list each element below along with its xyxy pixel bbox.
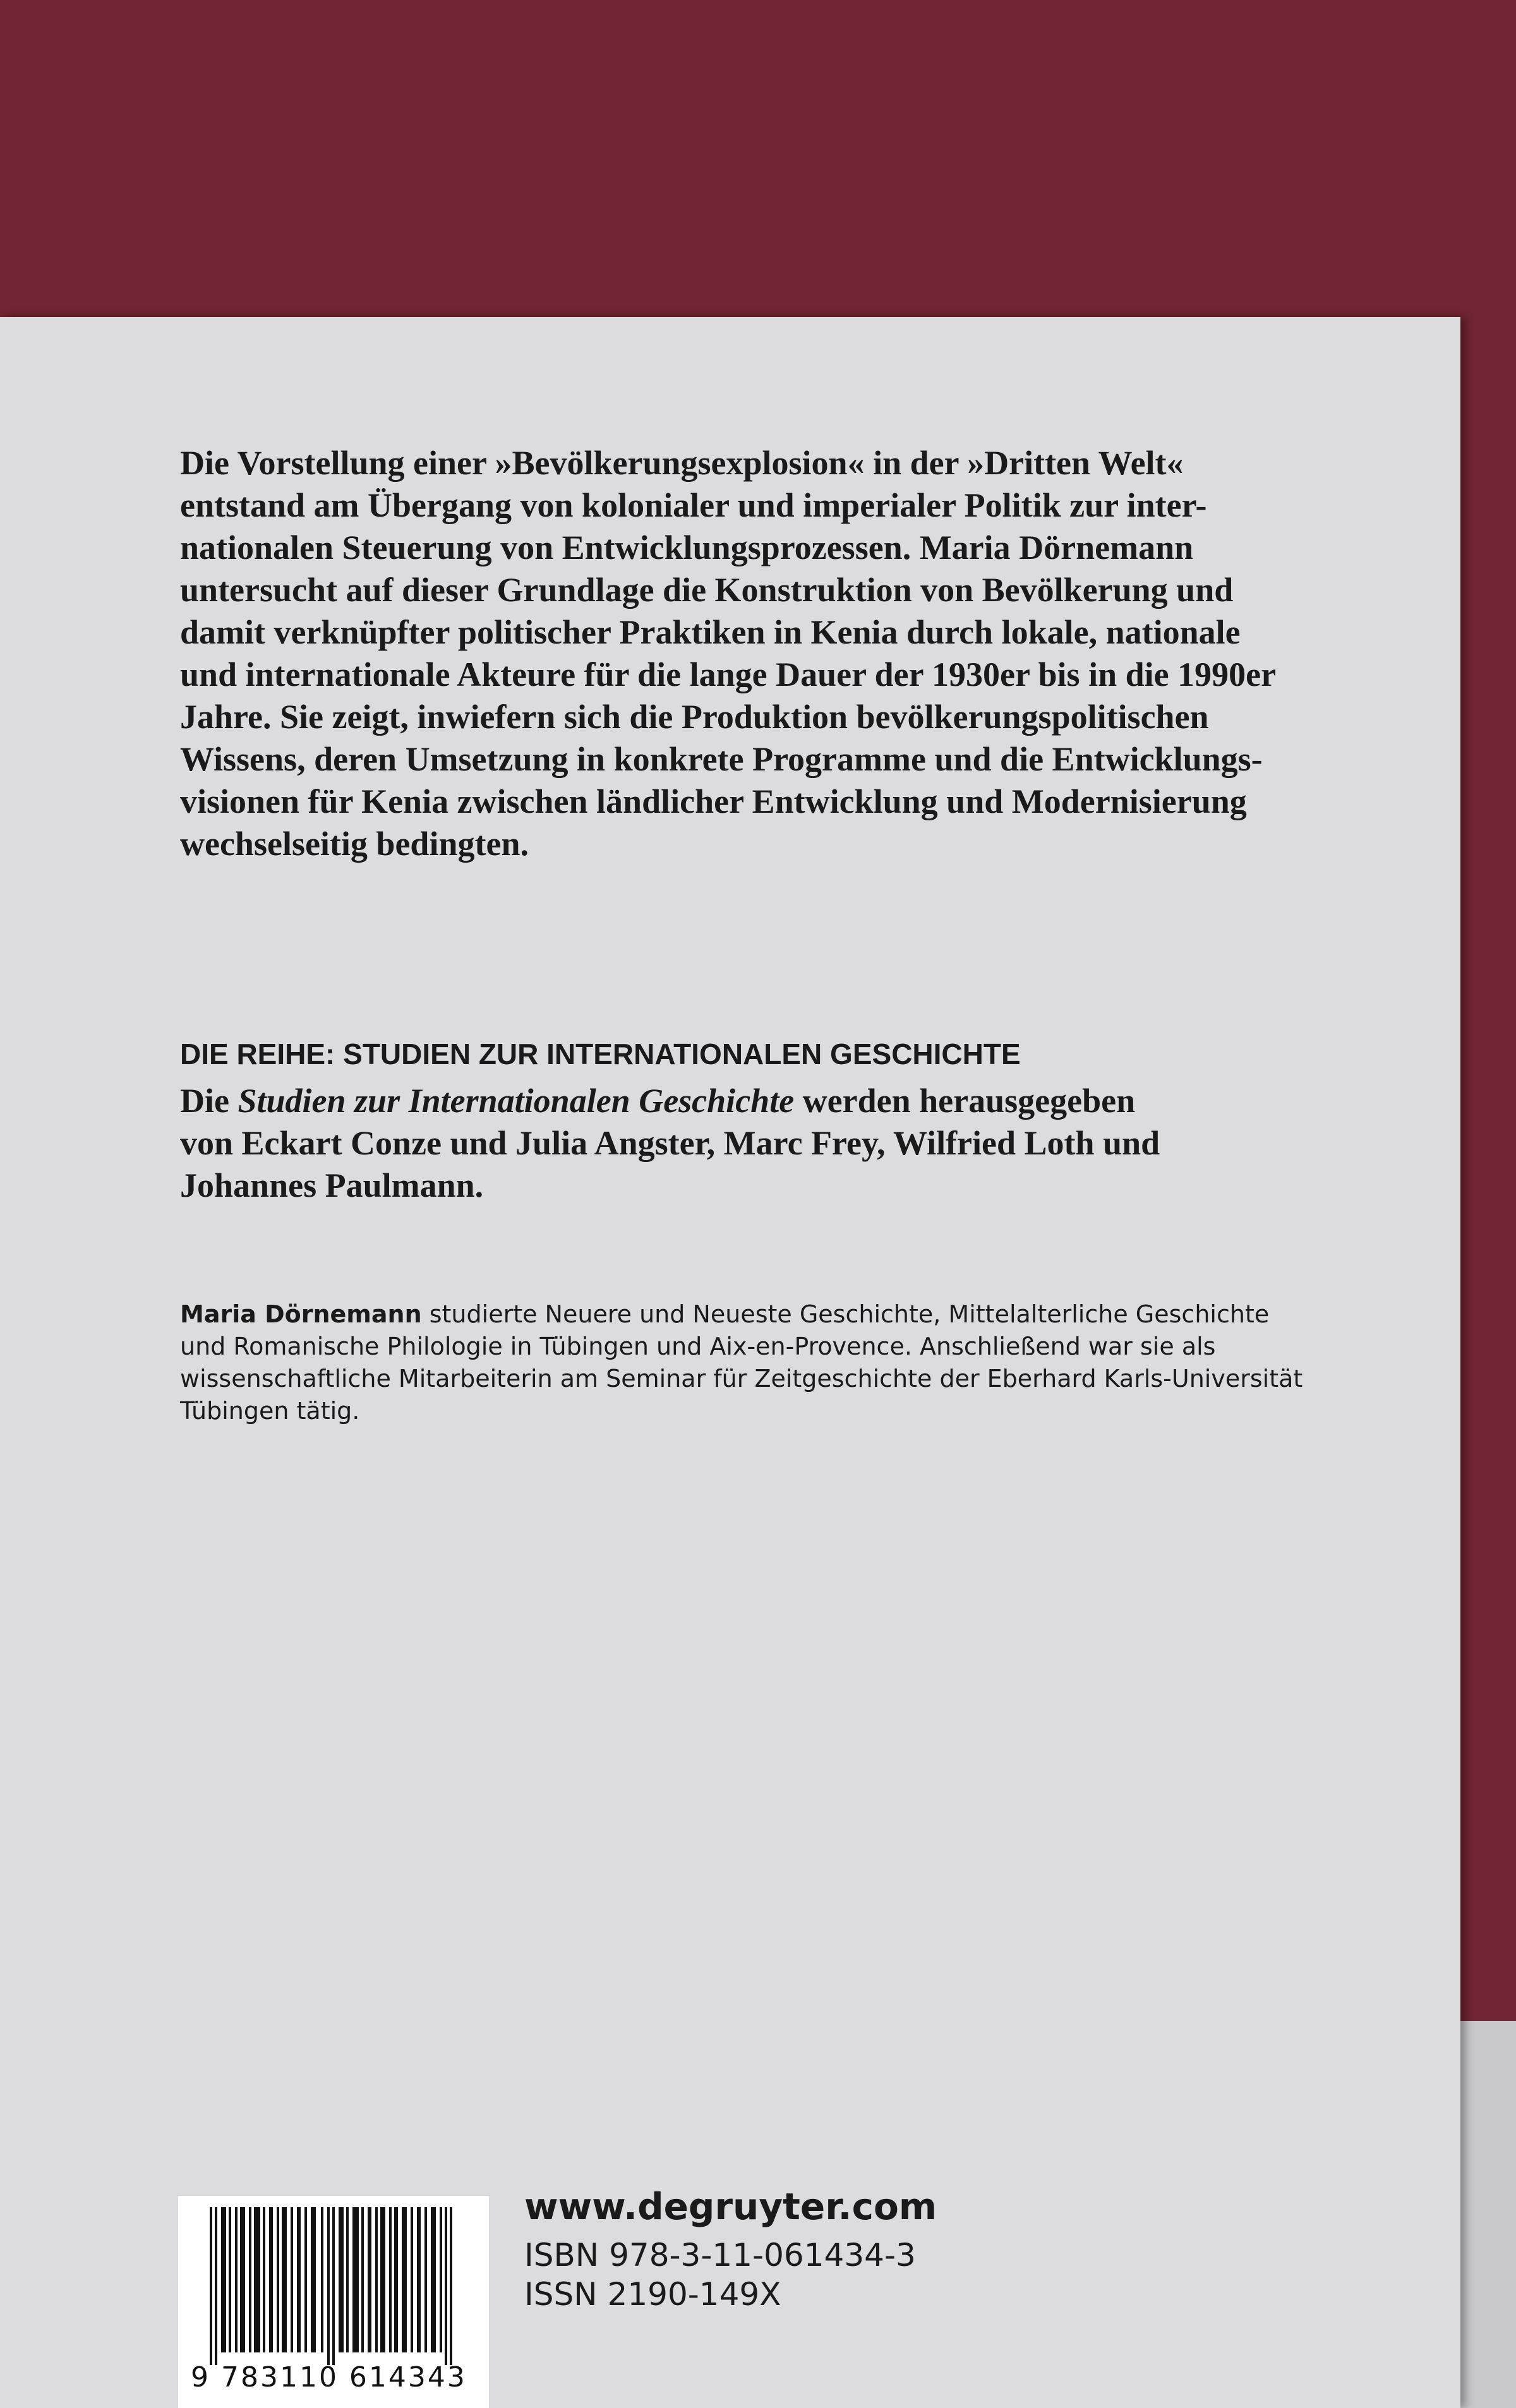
series-line-3: Johannes Paulmann. bbox=[180, 1166, 484, 1204]
isbn: ISBN 978-3-11-061434-3 bbox=[524, 2237, 916, 2273]
blurb-line: Die Vorstellung einer »Bevölkerungsexplosion« in der »Dritten Welt« bbox=[180, 444, 1184, 482]
right-lower-strip bbox=[1460, 2021, 1516, 2408]
blurb-line: nationalen Steuerung von Entwicklungsprozessen. Maria Dörnemann bbox=[180, 529, 1194, 566]
right-color-band bbox=[1460, 0, 1516, 2021]
author-bio-line-1-rest: studierte Neuere und Neueste Geschichte, Mittelalterliche Geschichte bbox=[421, 1300, 1270, 1328]
author-bio-line-4: Tübingen tätig. bbox=[180, 1397, 360, 1425]
blurb-paragraph bbox=[180, 442, 1355, 865]
blurb-line: untersucht auf dieser Grundlage die Konstruktion von Bevölkerung und bbox=[180, 571, 1234, 609]
blurb-line: visionen für Kenia zwischen ländlicher Entwicklung und Modernisierung bbox=[180, 782, 1247, 820]
series-heading: DIE REIHE: STUDIEN ZUR INTERNATIONALEN GESCHICHTE bbox=[180, 1038, 1021, 1070]
series-line-1 bbox=[180, 1080, 1355, 1122]
blurb-line: Wissens, deren Umsetzung in konkrete Programme und die Entwicklungs- bbox=[180, 740, 1263, 778]
author-bio-line-1 bbox=[180, 1298, 1355, 1331]
author-bio-line-3: wissenschaftliche Mitarbeiterin am Seminar für Zeitgeschichte der Eberhard Karls-Universität bbox=[180, 1365, 1303, 1393]
blurb-line: und internationale Akteure für die lange Dauer der 1930er bis in die 1990er bbox=[180, 656, 1277, 693]
series-prefix: Die bbox=[180, 1082, 238, 1120]
series-title: Studien zur Internationalen Geschichte bbox=[238, 1082, 795, 1120]
barcode-bars bbox=[178, 2196, 489, 2366]
top-color-band bbox=[0, 0, 1516, 317]
blurb-line: Jahre. Sie zeigt, inwiefern sich die Produktion bevölkerungspolitischen bbox=[180, 698, 1209, 736]
author-bio bbox=[180, 1298, 1355, 1427]
blurb-line: damit verknüpfter politischer Praktiken in Kenia durch lokale, nationale bbox=[180, 613, 1241, 651]
series-description bbox=[180, 1080, 1355, 1207]
barcode-digits: 9 783110 614343 bbox=[191, 2361, 467, 2393]
series-line-2: von Eckart Conze und Julia Angster, Marc Frey, Wilfried Loth und bbox=[180, 1124, 1160, 1162]
blurb-line: entstand am Übergang von kolonialer und imperialer Politik zur inter- bbox=[180, 486, 1207, 524]
barcode bbox=[178, 2196, 489, 2408]
author-bio-line-2: und Romanische Philologie in Tübingen und Aix-en-Provence. Anschließend war sie als bbox=[180, 1333, 1216, 1360]
blurb-line: wechselseitig bedingten. bbox=[180, 825, 529, 863]
series-suffix: werden herausgegeben bbox=[794, 1082, 1136, 1120]
author-name: Maria Dörnemann bbox=[180, 1300, 422, 1328]
publisher-url[interactable]: www.degruyter.com bbox=[524, 2185, 937, 2228]
issn: ISSN 2190-149X bbox=[524, 2276, 781, 2313]
